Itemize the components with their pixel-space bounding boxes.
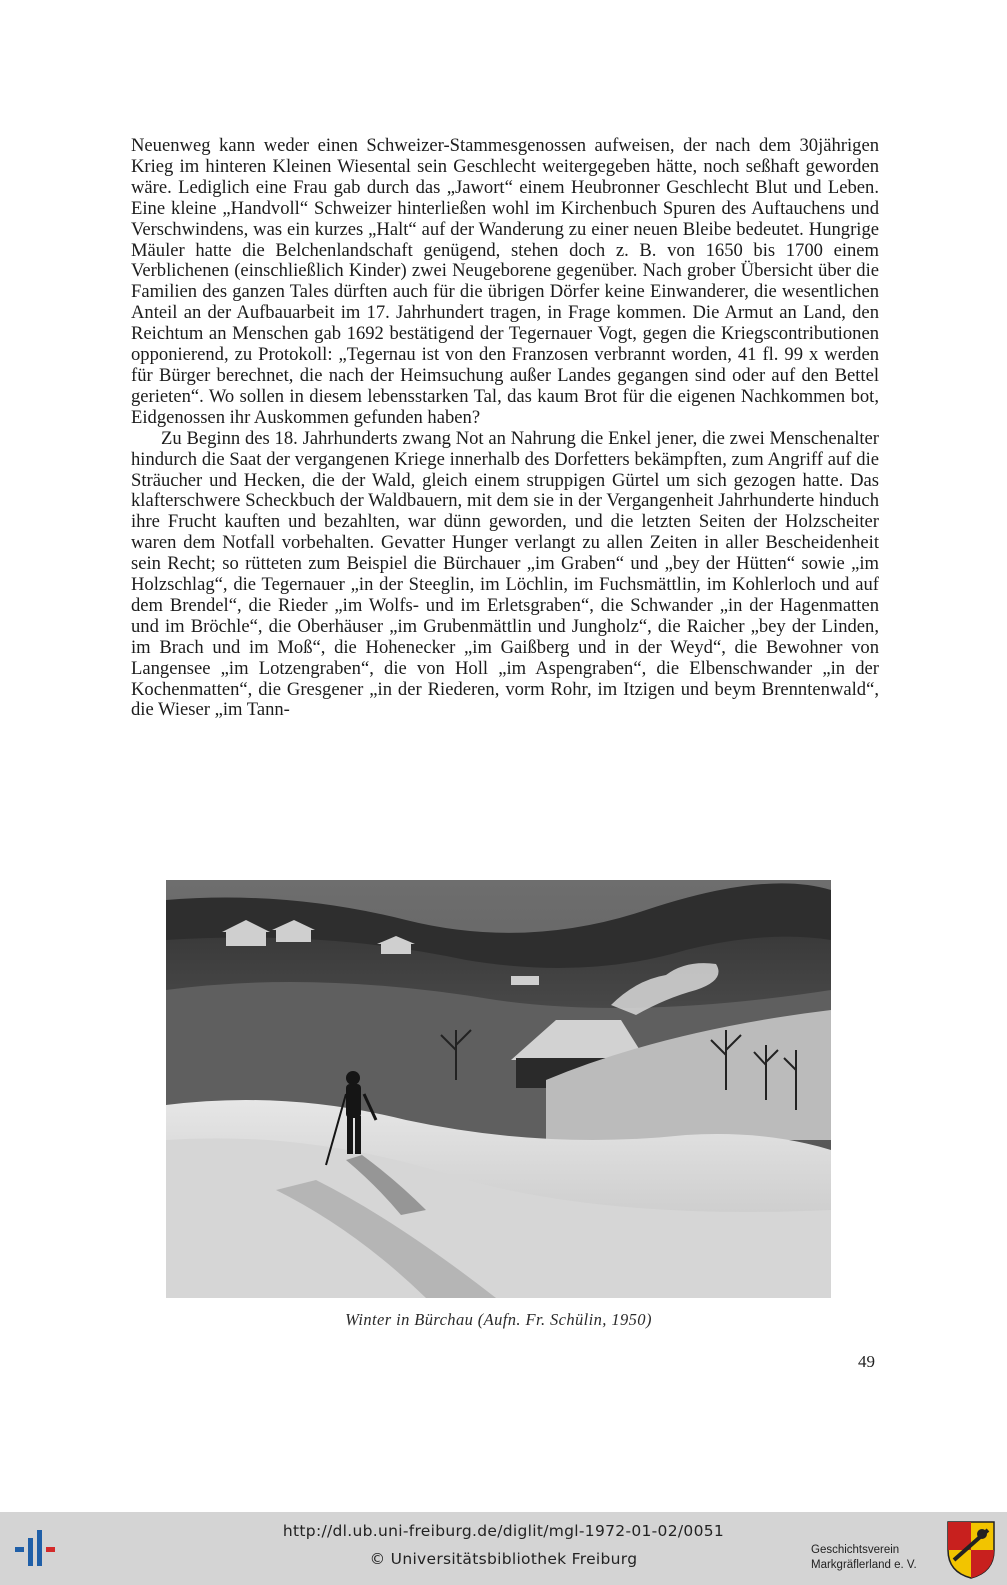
paragraph-2: Zu Beginn des 18. Jahrhunderts zwang Not an Nahrung die Enkel jener, die zwei Menschenalter hindurch die Saat der vergangenen Kriege innerhalb des Dorfetters bekämpften, zum Angriff auf die Sträucher und Hecken, die der Wald, gleich einem struppigen Gürtel um sich gezogen hatte. Das klafterschwere Scheckbuch der Waldbauern, mit dem sie in der Vergangenheit Jahrhunderte hinduch ihre Frucht kauften und bezahlten, war dünn geworden, und die letzten Seiten der Holzscheiter waren dem Notfall vorbehalten. Gevatter Hunger verlangt zu allen Zeiten in aller Bescheidenheit sein Recht; so rütteten zum Beispiel die Bürchauer „im Graben“ und „bey der Hütten“ sowie „im Holzschlag“, die Tegernauer „in der Steeglin, im Löchlin, im Fuchsmättlin, im Kohlerloch und auf dem Brendel“, die Rieder „im Wolfs- und im Erletsgraben“, die Schwander „in der Hagenmatten und im Bröchle“, die Oberhäuser „im Grubenmättlin und Jungholz“, die Raicher „bey der Linden, im Brach und im Moß“, die Hohenecker „im Gaißberg und in der Weyd“, die Bewohner von Langensee „im Lotzengraben“, die von Holl „im Aspengraben“, die Elbenschwander „in der Kochenmatten“, die Gresgener „in der Riederen, vorm Rohr, im Itzigen und beym Brenntenwald“, die Wieser „im Tann- <box>131 427 879 721</box>
winter-landscape-image <box>166 880 831 1298</box>
figure-caption: Winter in Bürchau (Aufn. Fr. Schülin, 1950) <box>345 1310 652 1329</box>
document-url-link[interactable]: http://dl.ub.uni-freiburg.de/diglit/mgl-1972-01-02/0051 <box>282 1522 725 1540</box>
coat-of-arms-icon[interactable] <box>946 1520 996 1580</box>
footer-bar <box>0 1512 1007 1585</box>
body-text <box>131 136 879 721</box>
organization-line-1: Geschichtsverein <box>811 1544 900 1556</box>
winter-photograph <box>166 880 831 1298</box>
copyright-text: © Universitätsbibliothek Freiburg <box>369 1550 638 1568</box>
page-number: 49 <box>858 1352 875 1371</box>
paragraph-1: Neuenweg kann weder einen Schweizer-Stammesgenossen aufweisen, der nach dem 30jährigen Krieg im hinteren Kleinen Wiesental sein Geschlecht weitergegeben hätte, noch seßhaft geworden wäre. Lediglich eine Frau gab durch das „Jawort“ einem Heubronner Geschlecht Blut und Leben. Eine kleine „Handvoll“ Schweizer hinterließen wohl im Kirchenbuch Spuren des Auftauchens und Verschwindens, was ein kurzes „Halt“ auf der Wanderung zu einer neuen Bleibe bedeutet. Hungrige Mäuler hatte die Belchenlandschaft genügend, stehen doch z. B. von 1650 bis 1700 einem Verblichenen (einschließlich Kinder) zwei Neugeborene gegenüber. Nach grober Übersicht über die Familien des ganzen Tales dürften auch für die übrigen Dörfer keine Einwanderer, die wesentlichen Anteil an der Aufbauarbeit im 17. Jahrhundert tragen, in Frage kommen. Die Armut an Land, den Reichtum an Menschen gab 1692 bestätigend der Tegernauer Vogt, gegen die Kriegscontributionen opponierend, zu Protokoll: „Tegernau ist von den Franzosen verbrannt worden, 41 fl. 99 x werden für Bürger berechnet, die nach der Heimsuchung außer Landes gegangen sind oder auf den Bettel gerieten“. Wo sollen in diesem lebensstarken Tal, das kaum Brot für die eigenen Nachkommen bot, Eidgenossen ihr Auskommen gefunden haben? <box>131 135 879 428</box>
organization-name <box>811 1543 917 1573</box>
organization-line-2: Markgräflerland e. V. <box>811 1559 917 1571</box>
